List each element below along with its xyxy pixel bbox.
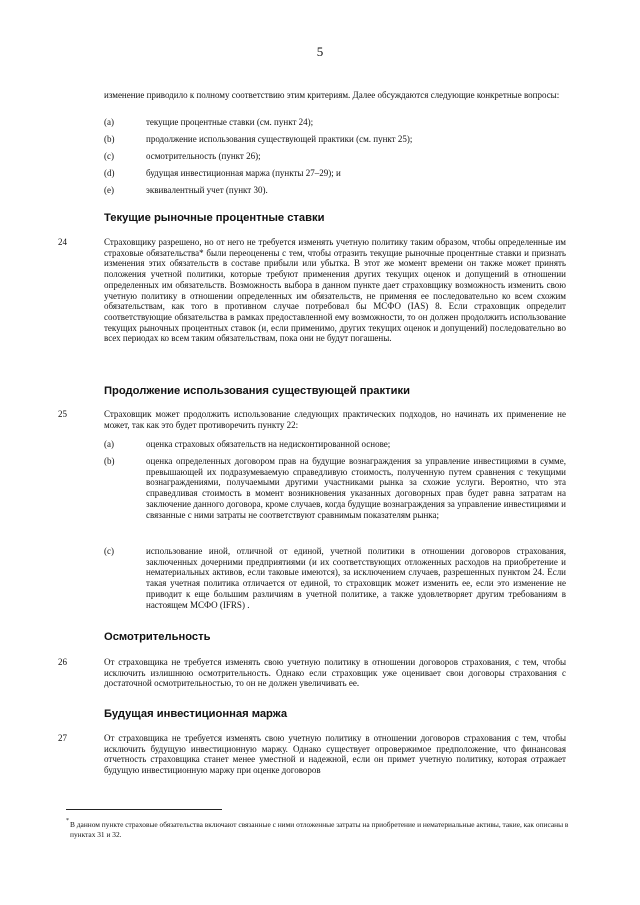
paragraph-text: От страховщика не требуется изменять свою учетную политику в отношении договоров страхования, с тем, чтобы исключить излишнюю осмотрительность. Однако если страховщик уже оценивает свои договоры страхования с достаточной осмотрительностью, то он не должен увеличивать ее. (104, 657, 566, 689)
paragraph-number: 27 (58, 733, 67, 743)
intro-paragraph: изменение приводило к полному соответствию этим критериям. Далее обсуждаются следующие конкретные вопросы: (104, 90, 560, 100)
list-item-text: продолжение использования существующей практики (см. пункт 25); (146, 134, 413, 144)
footnote (66, 820, 576, 840)
list-item-text: будущая инвестиционная маржа (пункты 27–29); и (146, 168, 341, 178)
list-item-label: (a) (104, 439, 114, 449)
section-heading: Текущие рыночные процентные ставки (104, 212, 325, 224)
paragraph-text: Страховщик может продолжить использование следующих практических подходов, но начинать их применение не может, так как это будет противоречить пункту 22: (104, 409, 566, 430)
list-item-text: осмотрительность (пункт 26); (146, 151, 261, 161)
paragraph-text: От страховщика не требуется изменять свою учетную политику в отношении договоров страхования с тем, чтобы исключить будущую инвестиционную маржу. Однако существует опровержимое предположение, что финансовая отчетность страховщика станет менее уместной и надежной, если он примет учетную политику, которая отражает будущую инвестиционную маржу при оценке договоров (104, 733, 566, 776)
footnote-text: В данном пункте страховые обязательства включают связанные с ними отложенные затраты на приобретение и нематериальные активы, такие, как описаны в пунктах 31 и 32. (70, 820, 569, 839)
list-item-text: текущие процентные ставки (см. пункт 24); (146, 117, 314, 127)
paragraph-number: 26 (58, 657, 67, 667)
list-item-text: оценка определенных договором прав на будущие вознаграждения за управление инвестициями в сумме, превышающей их подразумеваемую справедливую стоимость, полученную путем сравнения с текущими вознаграждениями, получаемыми другими участниками рынка за схожие услуги. Вероятно, что эта справедливая стоимость в момент возникновения указанных договорных прав будет равна затратам на заключение данного договора, кроме случаев, когда будущие вознаграждения за управление инвестициями и связанные с ними затраты не соответствуют сравнимым показателям рынка; (146, 456, 566, 520)
section-heading: Осмотрительность (104, 631, 211, 643)
section-heading: Продолжение использования существующей практики (104, 385, 410, 397)
list-item-text: эквивалентный учет (пункт 30). (146, 185, 268, 195)
list-item-label: (b) (104, 134, 115, 144)
paragraph-text: Страховщику разрешено, но от него не требуется изменять учетную политику таким образом, чтобы определенные им страховые обязательства* были переоценены с тем, чтобы отразить текущие рыночные процентные ставки и признать изменения этих обязательств в составе прибыли или убытка. В этот же момент времени он также может принять положения учетной политики, которые требуют применения других текущих оценок и допущений в отношении определенных им обязательств. Возможность выбора в данном пункте дает страховщику возможность изменить свою учетную политику в отношении определенных им обязательств, не применяя ее последовательно ко всем схожим обязательствам, как того в противном случае потребовал бы МСФО (IAS) 8. Если страховщик определит соответствующие обязательства в рамках предоставленной ему возможности, то он должен продолжить использование текущих рыночных процентных ставок (и, если применимо, других текущих оценок и допущений) последовательно во всех периодах ко всем таким обязательствам, пока они не будут погашены. (104, 237, 566, 344)
paragraph-number: 24 (58, 237, 67, 247)
list-item-label: (c) (104, 151, 114, 161)
section-heading: Будущая инвестиционная маржа (104, 708, 288, 720)
list-item-label: (d) (104, 168, 115, 178)
list-item-label: (b) (104, 456, 115, 466)
page-number: 5 (316, 44, 324, 59)
list-item-label: (a) (104, 117, 114, 127)
list-item-text: использование иной, отличной от единой, учетной политики в отношении договоров страхования, заключенных дочерними предприятиями (и их соответствующих отложенных расходов на приобретение и нематериальных активов, если таковые имеются), за исключением случаев, разрешенных пунктом 24. Если такая учетная политика отличается от единой, то страховщик может изменить ее, если это изменение не приводит к еще большим различиям в учетной политике, а также удовлетворяет другим требованиям в настоящем МСФО (IFRS) . (146, 546, 566, 610)
list-item-label: (c) (104, 546, 114, 556)
paragraph-number: 25 (58, 409, 67, 419)
list-item-text: оценка страховых обязательств на недисконтированной основе; (146, 439, 391, 449)
footnote-separator (66, 809, 222, 810)
footnote-marker: * (66, 818, 69, 824)
list-item-label: (e) (104, 185, 114, 195)
